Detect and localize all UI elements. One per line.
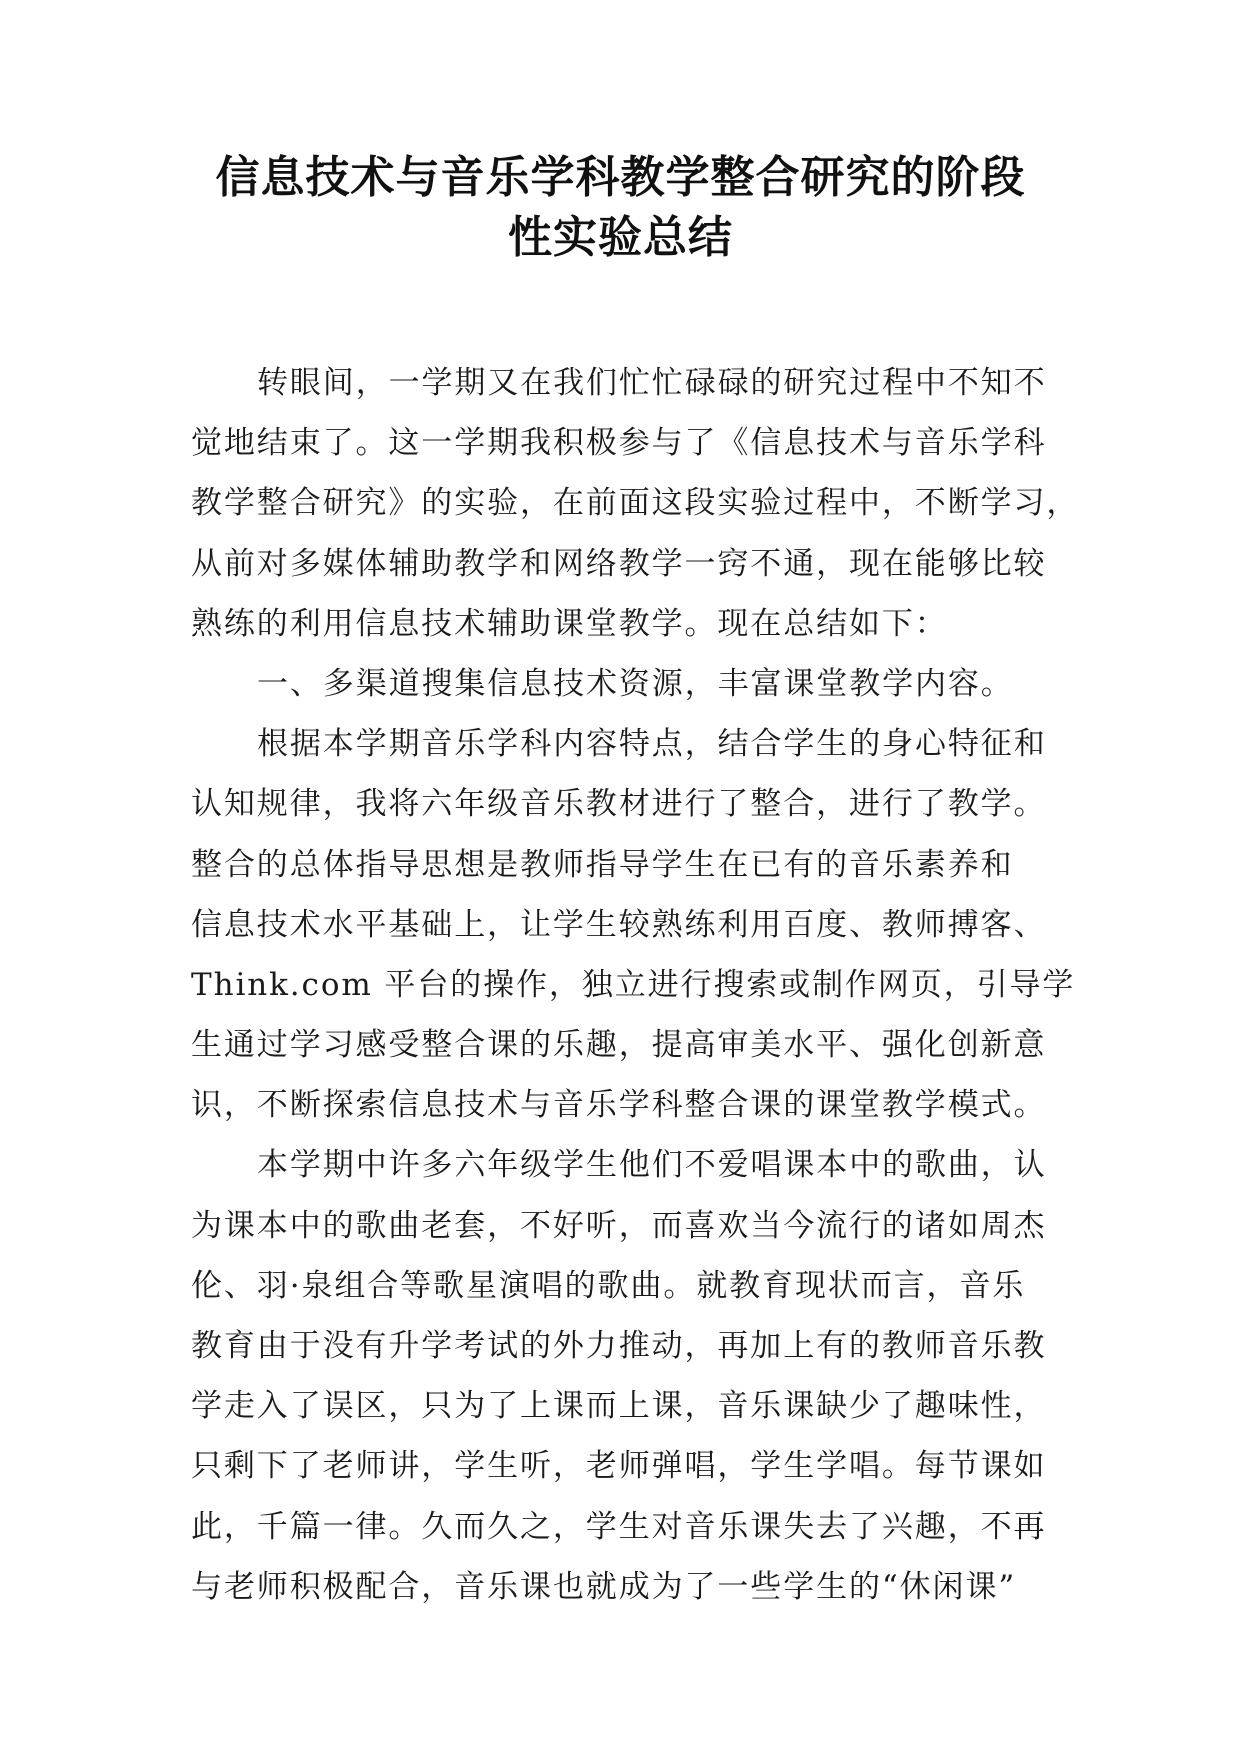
paragraph-line: 教学整合研究》的实验，在前面这段实验过程中，不断学习， [191, 485, 1080, 522]
title-line: 信息技术与音乐学科教学整合研究的阶段 [215, 152, 1026, 203]
paragraph-line: 认知规律，我将六年级音乐教材进行了整合，进行了教学。 [191, 786, 1047, 823]
document-body [191, 353, 1080, 1617]
paragraph-line: 从前对多媒体辅助教学和网络教学一窍不通，现在能够比较 [191, 545, 1047, 582]
paragraph-line: 整合的总体指导思想是教师指导学生在已有的音乐素养和 [191, 846, 1014, 883]
section-heading: 一、多渠道搜集信息技术资源，丰富课堂教学内容。 [257, 665, 1014, 702]
document-title [150, 148, 1091, 268]
paragraph-line: 生通过学习感受整合课的乐趣，提高审美水平、强化创新意 [191, 1027, 1047, 1064]
paragraph-line: Think.com 平台的操作，独立进行搜索或制作网页，引导学 [191, 966, 1076, 1003]
paragraph-line: 转眼间，一学期又在我们忙忙碌碌的研究过程中不知不 [257, 365, 1047, 401]
paragraph-line: 信息技术水平基础上，让学生较熟练利用百度、教师搏客、 [191, 906, 1047, 943]
paragraph-line: 熟练的利用信息技术辅助课堂教学。现在总结如下： [191, 605, 948, 642]
paragraph-line: 与老师积极配合，音乐课也就成为了一些学生的“休闲课” [191, 1568, 1017, 1605]
paragraph-line: 伦、羽·泉组合等歌星演唱的歌曲。就教育现状而言，音乐 [191, 1267, 1026, 1304]
paragraph-line: 学走入了误区，只为了上课而上课，音乐课缺少了趣味性， [191, 1388, 1047, 1425]
paragraph-line: 为课本中的歌曲老套，不好听，而喜欢当今流行的诸如周杰 [191, 1207, 1047, 1244]
paragraph-line: 教育由于没有升学考试的外力推动，再加上有的教师音乐教 [191, 1328, 1047, 1364]
paragraph-line: 根据本学期音乐学科内容特点，结合学生的身心特征和 [257, 726, 1047, 763]
title-line: 性实验总结 [508, 212, 733, 263]
paragraph-line: 此，千篇一律。久而久之，学生对音乐课失去了兴趣，不再 [191, 1508, 1047, 1545]
paragraph-line: 觉地结束了。这一学期我积极参与了《信息技术与音乐学科 [191, 425, 1047, 462]
paragraph-line: 只剩下了老师讲，学生听，老师弹唱，学生学唱。每节课如 [191, 1448, 1047, 1485]
paragraph-line: 识，不断探索信息技术与音乐学科整合课的课堂教学模式。 [191, 1087, 1047, 1124]
paragraph-line: 本学期中许多六年级学生他们不爱唱课本中的歌曲，认 [257, 1147, 1047, 1184]
